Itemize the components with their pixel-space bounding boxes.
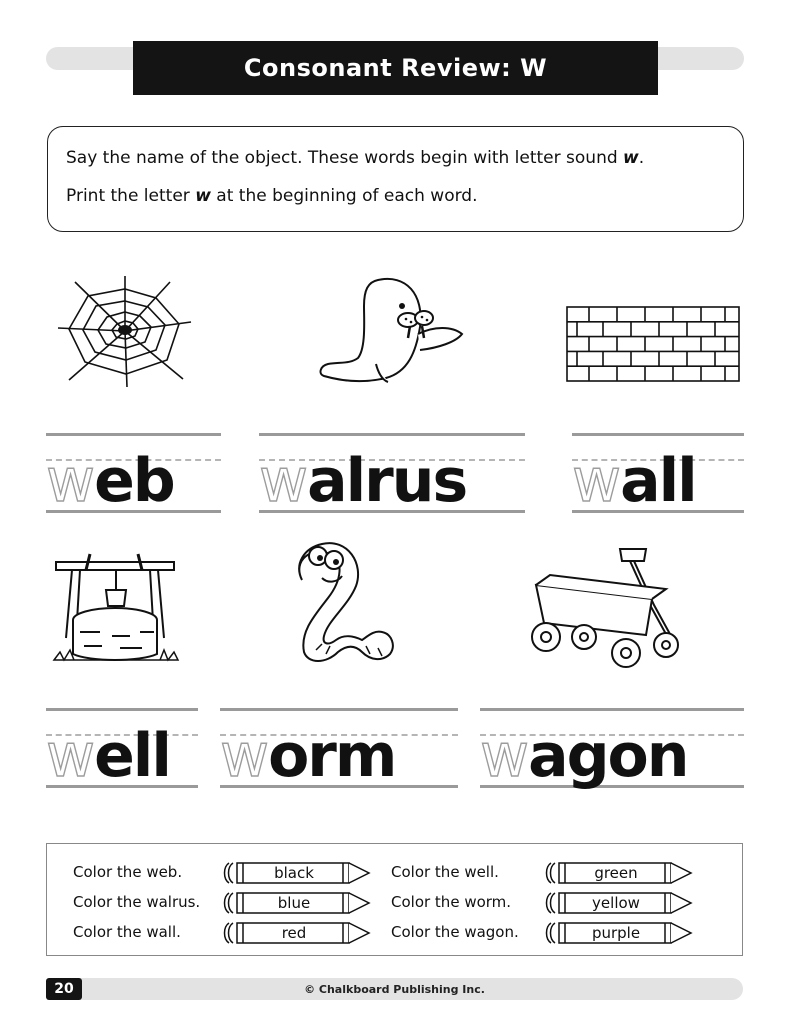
trace-letter[interactable]: w: [220, 721, 269, 791]
copyright-text: © Chalkboard Publishing Inc.: [304, 982, 485, 996]
crayon-icon: [223, 921, 373, 945]
word-ending: all: [620, 446, 696, 516]
page-number: 20: [46, 978, 82, 1000]
word-line-wall: [572, 433, 744, 516]
brick-wall-icon: [565, 305, 741, 383]
instruction-line-1: Say the name of the object. These words begin with letter sound w.: [66, 148, 645, 168]
color-instruction: Color the wall.: [73, 923, 181, 941]
word-ending: alrus: [307, 446, 467, 516]
crayon-label: purple: [591, 924, 641, 942]
word-line-web: [46, 433, 221, 516]
crayon-icon: [545, 921, 695, 945]
crayon-label: blue: [277, 894, 311, 912]
word-ending: agon: [528, 721, 688, 791]
spider-web-icon: [55, 274, 195, 389]
trace-letter[interactable]: w: [46, 721, 95, 791]
color-instruction: Color the worm.: [391, 893, 512, 911]
color-instruction: Color the walrus.: [73, 893, 201, 911]
crayon-label: black: [274, 864, 314, 882]
word-ending: ell: [94, 721, 170, 791]
word-line-walrus: [259, 433, 525, 516]
word-ending: orm: [268, 721, 396, 791]
word-ending: eb: [94, 446, 174, 516]
color-instruction: Color the wagon.: [391, 923, 519, 941]
crayon-icon: [223, 891, 373, 915]
crayon-icon: [545, 861, 695, 885]
wagon-icon: [522, 545, 694, 675]
walrus-icon: [316, 272, 466, 390]
instructions-box: [47, 126, 744, 232]
color-instruction: Color the well.: [391, 863, 499, 881]
trace-letter[interactable]: w: [480, 721, 529, 791]
crayon-icon: [545, 891, 695, 915]
word-line-well: [46, 708, 198, 791]
instruction-line-2: Print the letter w at the beginning of each word.: [66, 186, 478, 206]
word-line-wagon: [480, 708, 744, 791]
word-line-worm: [220, 708, 458, 791]
trace-letter[interactable]: w: [572, 446, 621, 516]
crayon-icon: [223, 861, 373, 885]
trace-letter[interactable]: w: [259, 446, 308, 516]
trace-letter[interactable]: w: [46, 446, 95, 516]
crayon-label: yellow: [592, 894, 640, 912]
crayon-label: red: [281, 924, 307, 942]
color-instruction: Color the web.: [73, 863, 183, 881]
wishing-well-icon: [50, 548, 180, 668]
crayon-label: green: [594, 864, 638, 882]
color-key-box: [46, 843, 743, 956]
page-title: Consonant Review: W: [133, 41, 658, 95]
worm-icon: [282, 540, 402, 670]
